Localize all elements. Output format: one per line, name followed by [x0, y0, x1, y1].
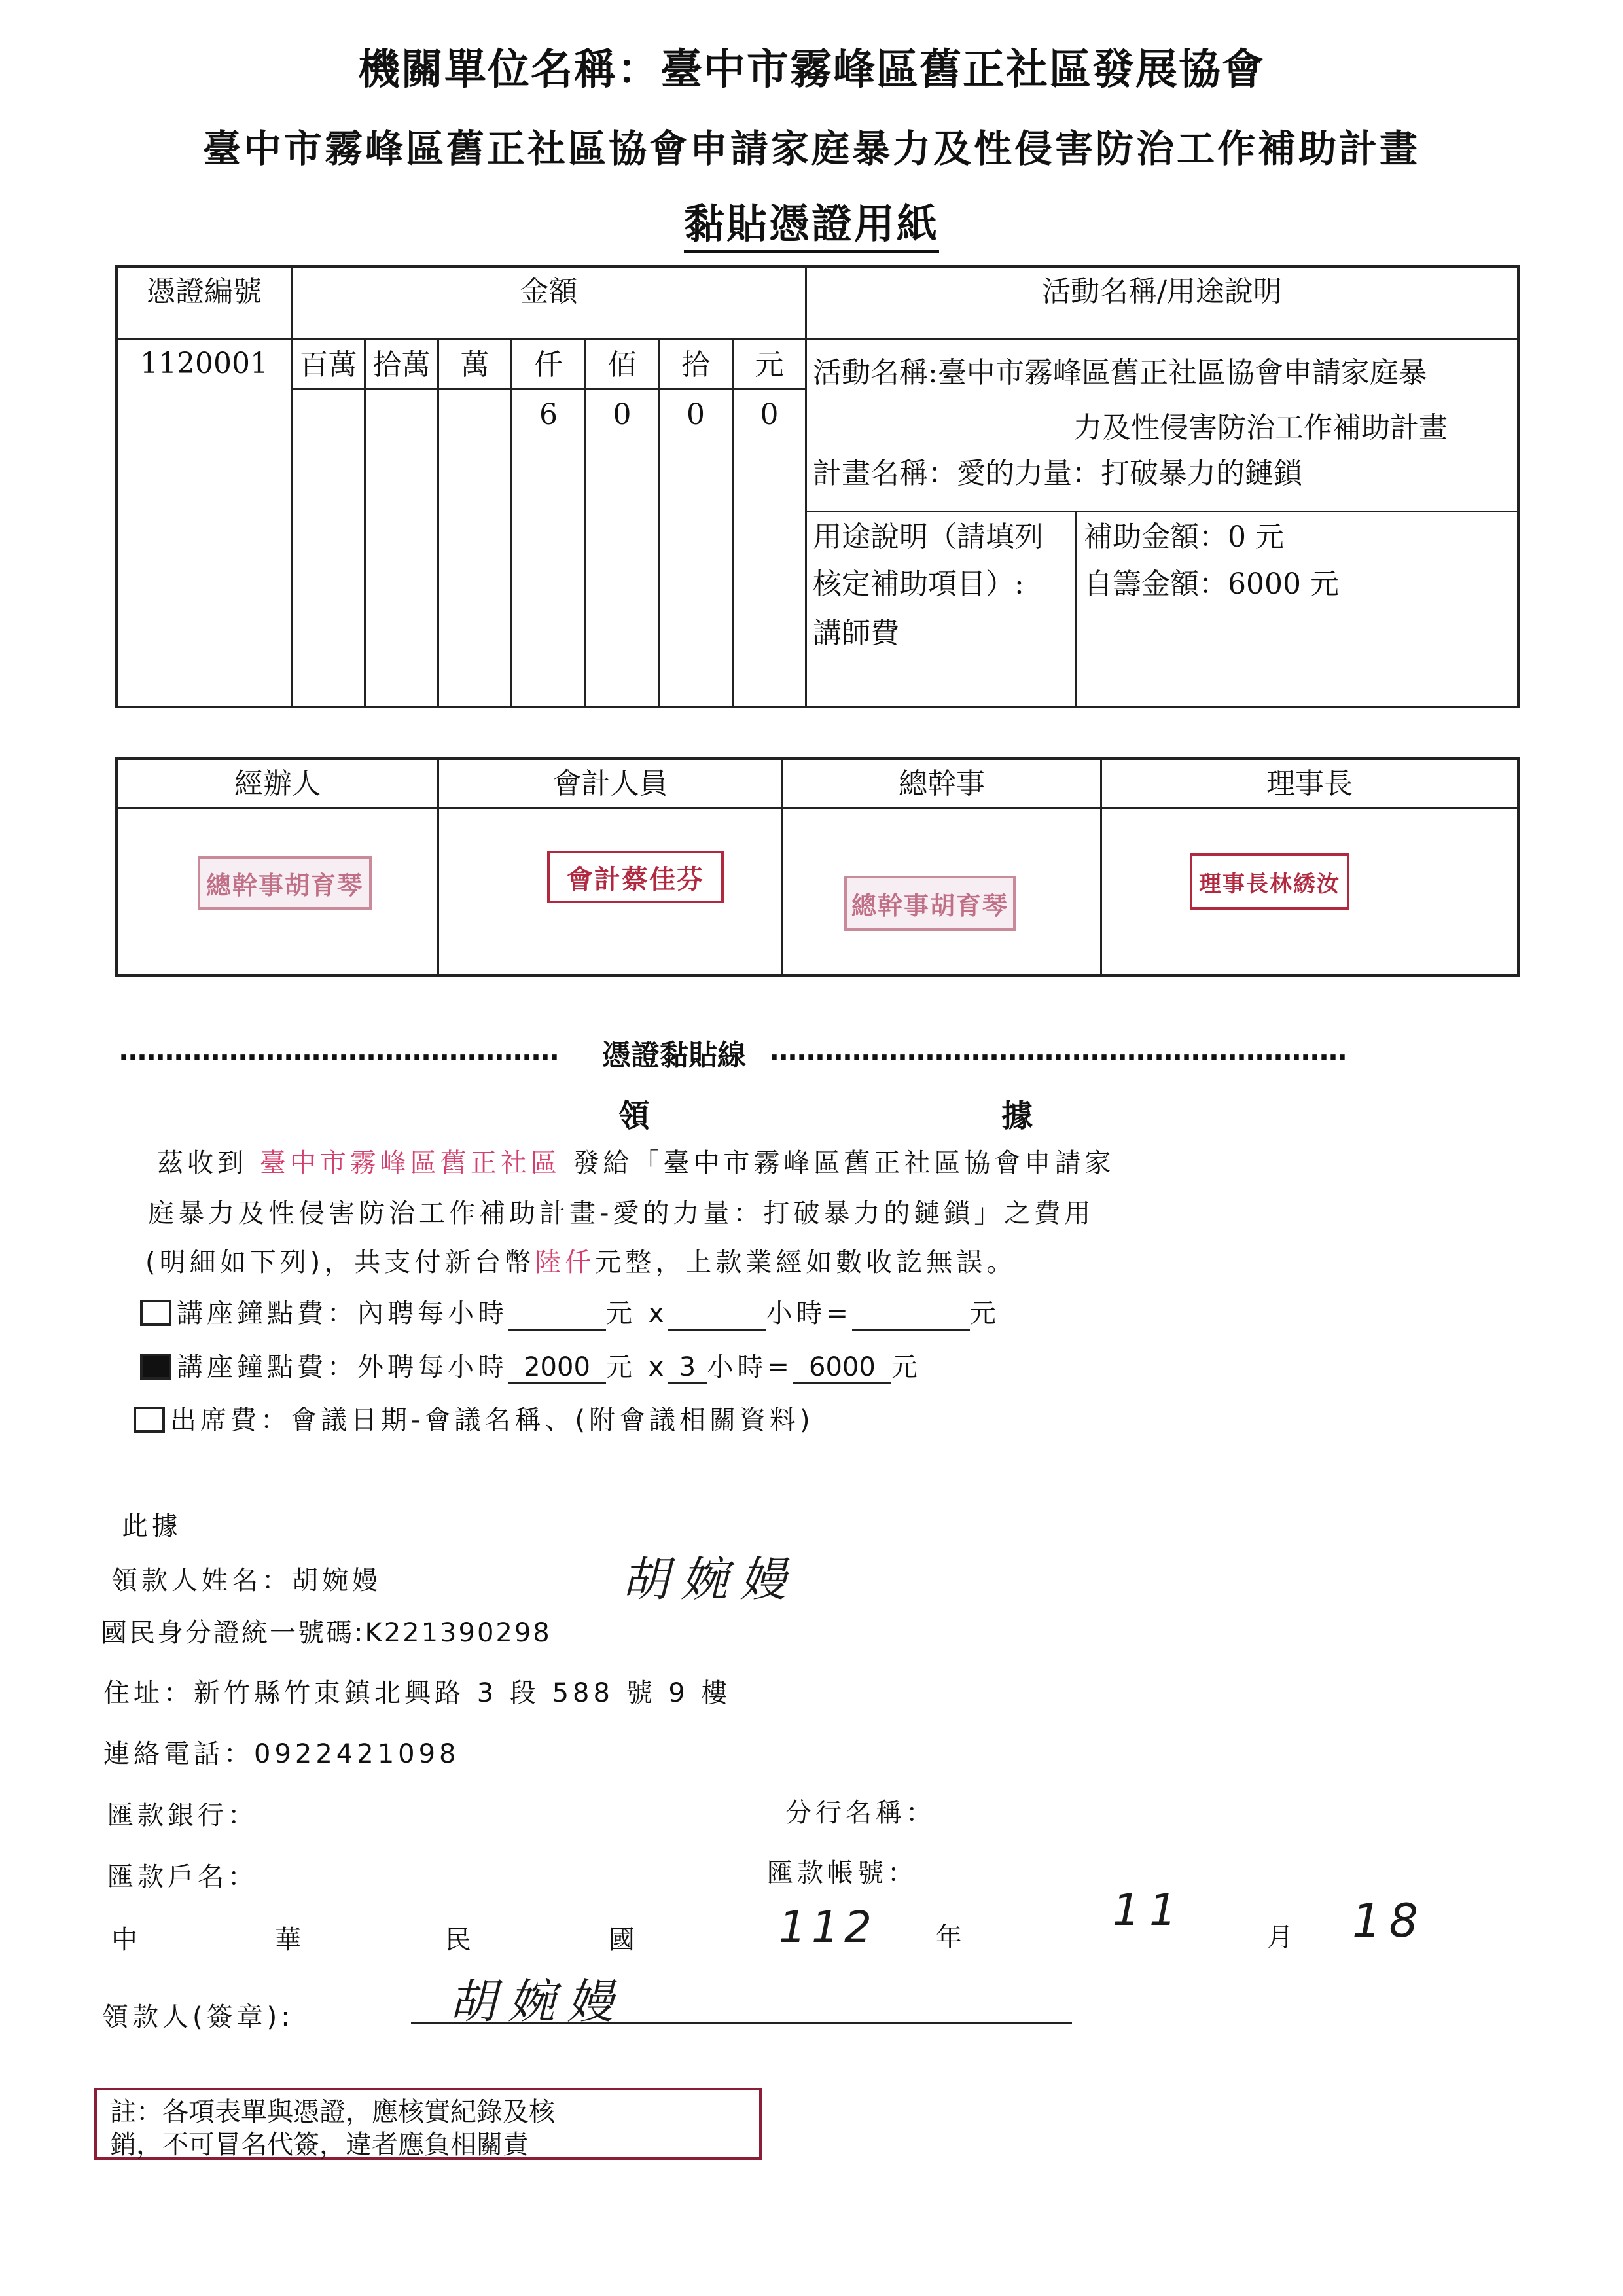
digit-header: 萬	[460, 348, 490, 382]
receipt-title-left: 領	[618, 1098, 654, 1134]
digit-header: 拾萬	[372, 348, 431, 382]
plan-name: 計畫名稱：愛的力量：打破暴力的鏈鎖	[813, 457, 1302, 490]
voucher-number: 1120001	[140, 347, 268, 380]
note-box	[94, 2088, 762, 2160]
date-char: 中	[111, 1925, 141, 1955]
phone: 連絡電話：0922421098	[103, 1739, 460, 1769]
item1-total-blank	[852, 1299, 970, 1331]
date-month-unit: 月	[1267, 1922, 1297, 1952]
receipt-line-2: 庭暴力及性侵害防治工作補助計畫-愛的力量：打破暴力的鏈鎖」之費用	[148, 1198, 1095, 1229]
handler-stamp: 總幹事胡育琴	[198, 856, 372, 910]
note-line1: 註：各項表單與憑證，應核實紀錄及核	[110, 2097, 555, 2127]
header-activity: 活動名稱/用途說明	[1042, 275, 1282, 308]
secretary-stamp: 總幹事胡育琴	[844, 876, 1016, 931]
date-day-handwritten: 18	[1352, 1894, 1427, 1948]
date-char: 民	[445, 1925, 475, 1955]
header-general-secretary: 總幹事	[899, 767, 985, 800]
digit-value: 6	[539, 398, 558, 431]
header-voucher-no: 憑證編號	[147, 275, 262, 308]
receipt-payer: 臺中市霧峰區舊正社區	[259, 1148, 561, 1178]
purpose-line2: 核定補助項目）:	[813, 567, 1024, 601]
item-internal-fee	[140, 1293, 1000, 1331]
item2-unit3: 元	[891, 1352, 921, 1382]
digit-value: 0	[613, 398, 632, 431]
item2-unit2: 小時=	[707, 1352, 793, 1382]
chairman-stamp: 理事長林綉汝	[1190, 853, 1349, 910]
org-name-line: 機關單位名稱：臺中市霧峰區舊正社區發展協會	[358, 45, 1265, 94]
note-line2: 銷，不可冒名代簽，違者應負相關責	[110, 2130, 529, 2160]
date-year-unit: 年	[936, 1922, 966, 1952]
header-chairman: 理事長	[1266, 767, 1353, 800]
bank-label: 匯款銀行：	[107, 1801, 258, 1831]
date-year-handwritten: 112	[779, 1902, 877, 1952]
item2-hours: 3	[668, 1352, 707, 1384]
payee-name-handwritten: 胡婉嫚	[622, 1552, 799, 1607]
item1-hours-blank	[668, 1299, 766, 1331]
signer-handwritten: 胡婉嫚	[449, 1974, 626, 2029]
item1-label: 講座鐘點費：內聘每小時	[177, 1299, 508, 1329]
date-char: 華	[275, 1925, 305, 1955]
self-funded-amount: 自籌金額：6000 元	[1084, 567, 1339, 601]
activity-name-line2: 力及性侵害防治工作補助計畫	[1073, 411, 1448, 444]
digit-header: 仟	[534, 348, 563, 382]
digit-header: 拾	[681, 348, 710, 382]
item3-label: 出席費：會議日期-會議名稱、(附會議相關資料)	[170, 1405, 814, 1435]
paste-line-right: ………………………………………………………	[770, 1034, 1347, 1066]
paste-line-label: 憑證黏貼線	[602, 1039, 746, 1072]
receipt-title-right: 據	[1001, 1098, 1037, 1134]
receipt-line3-prefix: (明細如下列)，共支付新台幣	[145, 1247, 535, 1278]
date-char: 國	[609, 1925, 639, 1955]
item1-rate-blank	[508, 1299, 606, 1331]
item1-unit3: 元	[969, 1299, 1000, 1329]
item1-unit1: 元 x	[606, 1299, 668, 1329]
receipt-line-1	[157, 1142, 1115, 1179]
address: 住址：新竹縣竹東鎮北興路 3 段 588 號 9 樓	[103, 1678, 732, 1708]
purpose-line3: 講師費	[813, 617, 899, 650]
plan-title: 臺中市霧峰區舊正社區協會申請家庭暴力及性侵害防治工作補助計畫	[202, 126, 1420, 171]
account-name-label: 匯款戶名：	[107, 1862, 258, 1892]
item2-label: 講座鐘點費：外聘每小時	[177, 1352, 508, 1382]
item2-rate: 2000	[508, 1352, 606, 1384]
digit-header: 元	[755, 348, 784, 382]
header-accountant: 會計人員	[552, 767, 668, 800]
item-external-fee	[140, 1346, 921, 1384]
form-title	[0, 191, 1623, 249]
account-number-label: 匯款帳號：	[767, 1858, 918, 1888]
item2-total: 6000	[793, 1352, 891, 1384]
item1-unit2: 小時=	[766, 1299, 852, 1329]
ci-ju: 此據	[122, 1511, 182, 1541]
internal-fee-checkbox[interactable]	[140, 1300, 171, 1326]
receipt-amount-words: 陸仟	[535, 1247, 596, 1278]
purpose-line1: 用途說明（請填列	[813, 520, 1043, 554]
receipt-line-3	[145, 1242, 1016, 1279]
receipt-prefix: 茲收到	[157, 1148, 247, 1178]
receipt-line3-suffix: 元整，上款業經如數收訖無誤。	[595, 1247, 1017, 1278]
branch-label: 分行名稱：	[785, 1798, 936, 1828]
header-handler: 經辦人	[234, 767, 321, 800]
item-attendance-fee	[134, 1399, 814, 1437]
receipt-line1-suffix: 發給「臺中市霧峰區舊正社區協會申請家	[573, 1148, 1115, 1178]
payee-name-label: 領款人姓名：胡婉嫚	[111, 1566, 382, 1596]
header-amount: 金額	[520, 275, 578, 308]
digit-header: 百萬	[299, 348, 357, 382]
signer-label: 領款人(簽章):	[102, 2002, 294, 2032]
paste-line-left: …………………………………………	[119, 1034, 559, 1066]
subsidy-amount: 補助金額：0 元	[1084, 520, 1284, 554]
form-title-text: 黏貼憑證用紙	[684, 200, 939, 253]
activity-name-line1: 活動名稱:臺中市霧峰區舊正社區協會申請家庭暴	[813, 356, 1427, 389]
accountant-stamp: 會計蔡佳芬	[547, 851, 724, 903]
attendance-fee-checkbox[interactable]	[134, 1407, 165, 1433]
id-number: 國民身分證統一號碼:K221390298	[101, 1618, 552, 1648]
date-month-handwritten: 11	[1113, 1885, 1186, 1935]
digit-header: 佰	[607, 348, 637, 382]
digit-value: 0	[760, 398, 779, 431]
external-fee-checkbox[interactable]	[140, 1354, 171, 1380]
item2-unit1: 元 x	[606, 1352, 668, 1382]
digit-value: 0	[687, 398, 705, 431]
